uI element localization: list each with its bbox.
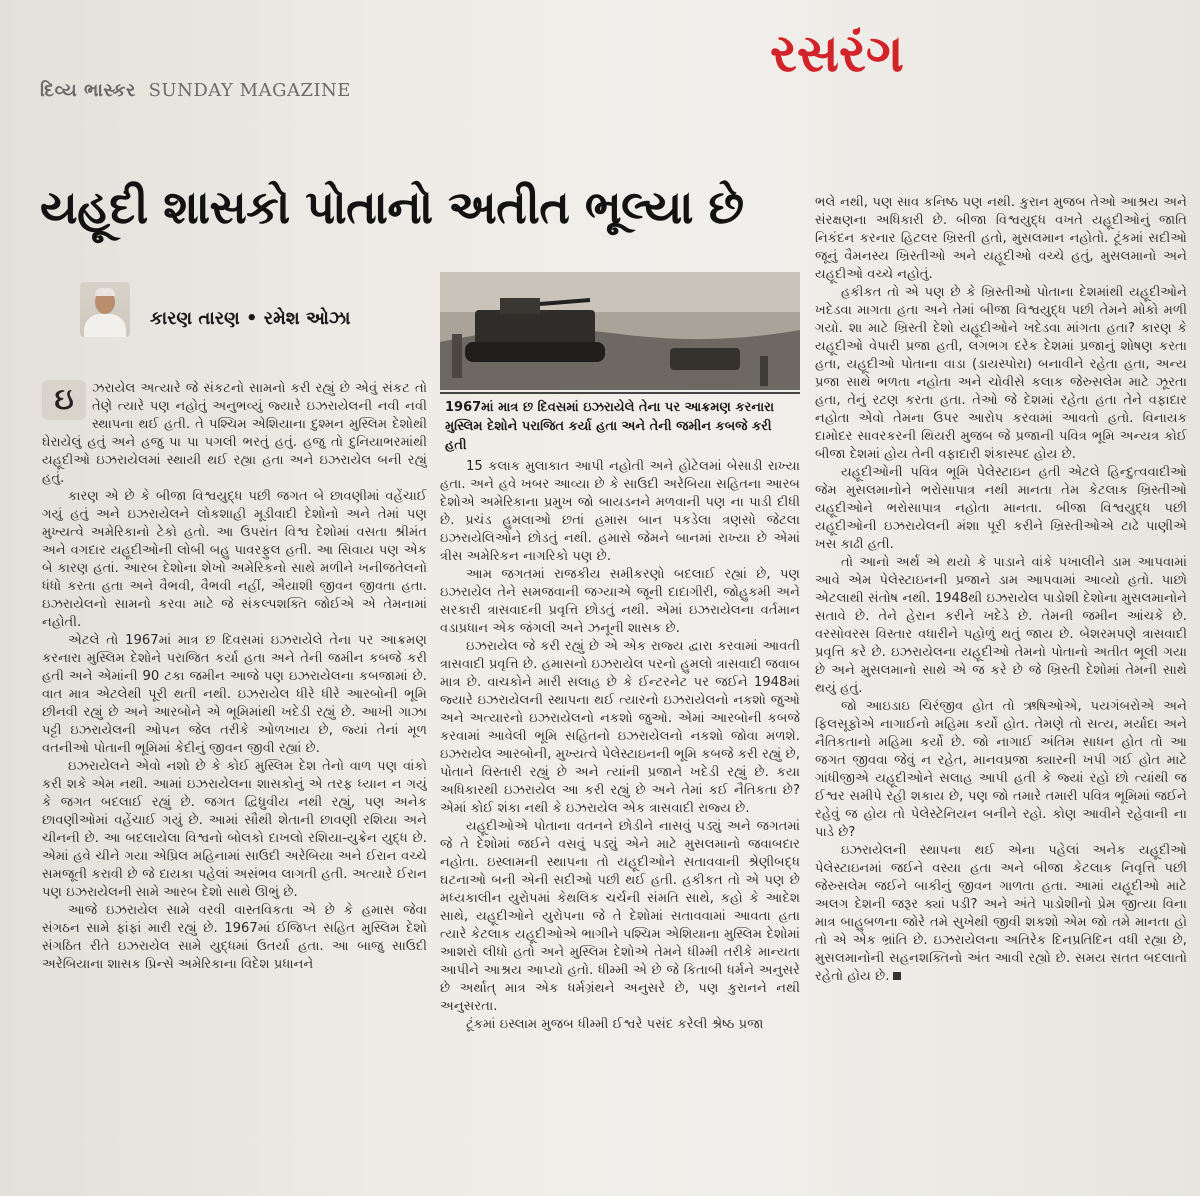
paragraph: 15 કલાક મુલાકાત આપી નહોતી અને હોટેલમાં બેસાડી રાખ્યા હતા. અને હવે ખબર આવ્યા છે કે સાઉદી અરેબિયા સહિતના આરબ દેશોએ અમેરિકાના પ્રમુખ જો બાયડનને મળવાની પણ ના પાડી દીધી છે. પ્રચંડ હુમલાઓ છતાં હમાસ બાન પકડેલા ત્રણસો જેટલા ઇઝરાયેલિઓને છોડતું નથી. હમાસે જેમને બાનમાં રાખ્યા છે એમાં ત્રીસ અમેરિકન નાગરિકો પણ છે.	[440, 459, 800, 564]
paragraph: ટૂંકમાં ઇસ્લામ મુજબ ધીમ્મી ઈશ્વરે પસંદ કરેલી શ્રેષ્ઠ પ્રજા	[466, 1017, 764, 1032]
section-brand: રસરંગ	[770, 24, 904, 84]
news-photo	[440, 272, 800, 390]
byline: કારણ તારણ • રમેશ ઓઝા	[150, 308, 351, 329]
magazine-name: SUNDAY MAGAZINE	[148, 80, 351, 101]
newspaper-logo: દિવ્ય ભાસ્કર	[40, 80, 136, 101]
photo-caption: 1967માં માત્ર છ દિવસમાં ઇઝરાયેલે તેના પર આક્રમણ કરનારા મુસ્લિમ દેશોને પરાજિત કર્યા હતા અને તેની જમીન કબજે કરી હતી	[440, 392, 800, 459]
end-mark-icon	[893, 972, 901, 980]
paragraph: કારણ એ છે કે બીજા વિશ્વયુદ્ધ પછી જગત બે છાવણીમાં વહેંચાઈ ગયું હતું અને ઇઝરાયેલને લોકશાહી મૂડીવાદી દેશોનો અને તેમાં પણ મુખ્યત્વે અમેરિકાનો ટેકો હતો. આ ઉપરાંત વિશ્વ દેશોમાં વસતા શ્રીમંત અને વગદાર યહૂદીઓની લોબી બહુ પાવરફુલ હતી. આ સિવાય પણ એક બે કારણ હતાં. આરબ દેશોના શેખો અમેરિકનો સાથે મળીને ખનીજતેલનો ધંધો કરતા હતા અને વૈભવી, વૈભવી નહીં, ઐયાશી જીવન જીવતા હતા. ઇઝરાયેલનો સામનો કરવા માટે જે સંકલ્પશક્તિ જોઈએ એ તેમનામાં નહોતી.	[42, 489, 427, 630]
paragraph: તો આનો અર્થ એ થયો કે પાડાને વાંકે પખાલીને ડામ આપવામાં આવે એમ પેલેસ્ટાઇનની પ્રજાને ડામ આપવામાં આવ્યો હતો. પાછો એટલાથી સંતોષ નથી. 1948થી ઇઝરાયેલ પાડોશી દેશોના મુસલમાનોને સતાવે છે. તેને હેરાન કરીને ખદેડે છે. તેમની જમીન આંચકે છે. વરસોવરસ વિસ્તાર વધારીને પહોળું થતું જાય છે. બેશરમપણે ત્રાસવાદી પ્રવૃત્તિ કરે છે. ઇઝરાયેલના યહૂદીઓ તેમનો પોતાનો અતીત ભૂલી ગયા છે અને મુસલમાનો સાથે એ જ કરે છે જે ખ્રિસ્તી દેશોમાં તેમની સાથે થયું હતું.	[815, 555, 1187, 696]
paragraph: જો આઇડાઇ ચિરંજીવ હોત તો ઋષિઓએ, પયગંબરોએ અને ફિલસૂફોએ નાગાઈનો મહિમા કર્યો હોત. તેમણે તો સત્ય, મર્યાદા અને નૈતિકતાનો મહિમા કર્યો છે. જો નાગાઈ અંતિમ સાધન હોત તો આ જગત જીવવા જેવું ન રહેત, માનવપ્રજા ક્યારની ખપી ગઈ હોત માટે ગાંધીજીએ યહૂદીઓને સલાહ આપી હતી કે જ્યાં રહો છો ત્યાંથી જ ઈશ્વર સમીપે રહી શકાય છે, પણ જો તમારે તમારી પવિત્ર ભૂમિમાં જઈને રહેવું જ હોય તો પેલેસ્ટેનિયન બનીને રહો. કોણ આવીને રહેવાની ના પાડે છે?	[815, 699, 1187, 840]
author-photo	[80, 282, 130, 337]
paragraph: એટલે તો 1967માં માત્ર છ દિવસમાં ઇઝરાયેલે તેના પર આક્રમણ કરનારા મુસ્લિમ દેશોને પરાજિત કર્યા હતા અને તેની જમીન કબજે કરી હતી અને એમાંની 90 ટકા જમીન આજે પણ ઇઝરાયેલના કબજામાં છે. વાત માત્ર એટલેથી પૂરી થતી નથી. ઇઝરાયેલ ધીરે ધીરે આરબોની ભૂમિ છીનવી રહ્યું છે અને આરબોને એ ભૂમિમાંથી ખદેડી રહ્યું છે. આખી ગાઝા પટ્ટી ઇઝરાયેલની ઓપન જેલ તરીકે ઓળખાય છે, જ્યાં તેનાં મૂળ વતનીઓ પોતાની ભૂમિમાં કેદીનું જીવન જીવી રહ્યાં છે.	[42, 633, 427, 756]
paragraph: હકીકત તો એ પણ છે કે ખ્રિસ્તીઓ પોતાના દેશમાંથી યહૂદીઓને ખદેડવા માગતા હતા અને તેમાં બીજા વિશ્વયુદ્ધ પછી તેમને મોકો મળી ગયો. શા માટે ખ્રિસ્તી દેશો યહૂદીઓને ખદેડવા માંગતા હતા? કારણ કે યહૂદીઓ વેપારી પ્રજા હતી, લગભગ દરેક દેશમાં પ્રજાનું શોષણ કરતા હતા, યહૂદીઓ પોતાના વાડા (ડાયસ્પોરા) બનાવીને રહેતા હતા, અન્ય પ્રજા સાથે ભળતા નહોતા અને ચોવીસે કલાક જેરુસલેમ માટે ઝૂરતા હતા, તેનું રટણ કરતા હતા. તેઓ જે દેશમાં રહેતા હતા તેને વફાદાર નહોતા એવો તેમના ઉપર આરોપ કરવામાં આવતો હતો. વિનાયક દામોદર સાવરકરની થિયરી મુજબ જે પ્રજાની પવિત્ર ભૂમિ અન્યત્ર કોઈ બીજા દેશમાં હોય તેની વફાદારી શંકાસ્પદ હોય છે.	[815, 285, 1187, 462]
paragraph: યહૂદીઓએ પોતાના વતનને છોડીને નાસવું પડ્યું અને જગતમાં જે તે દેશોમાં જઈને વસવું પડ્યું એને માટે મુસલમાનો જવાબદાર નહોતા. ઇસ્લામની સ્થાપના તો યહૂદીઓને સતાવવાની શ્રેણીબદ્ધ ઘટનાઓ બની એની સદીઓ પછી થઈ હતી. હકીકત તો એ પણ છે મધ્યકાલીન યુરોપમાં કેથલિક ચર્ચની સંમતિ સાથે, કહો કે આદેશ સાથે, યહૂદીઓને યુરોપના જે તે દેશોમાં સતાવવામાં આવતા હતા ત્યારે કેટલાક યહૂદીઓએ ભાગીને પશ્ચિમ એશિયાના મુસ્લિમ દેશોમાં આશરો લીધો હતો અને મુસ્લિમ દેશોએ તેમને ધીમ્મી તરીકે માન્યતા આપીને આશ્રય આપ્યો હતો. ધીમ્મી એ છે જે કિતાબી ધર્મને અનુસરે છે અર્થાત્ માત્ર એક ધર્મગ્રંથને અનુસરે છે, પણ કુરાનને નથી અનુસરતા.	[440, 819, 800, 1014]
author-name: રમેશ ઓઝા	[263, 308, 351, 329]
paragraph: ઇઝરાયેલને એવો નશો છે કે કોઈ મુસ્લિમ દેશ તેનો વાળ પણ વાંકો કરી શકે એમ નથી. આમાં ઇઝરાયેલના શાસકોનું એ તરફ ધ્યાન ન ગયું કે જગત બદલાઈ રહ્યું છે. જગત દ્વિધ્રુવીય નથી રહ્યું, પણ અનેક છાવણીઓમાં વહેંચાઈ ગયું છે. આમાં સૌથી શેતાની છાવણી રશિયા અને ચીનની છે. આ બદલાયેલા વિશ્વનો બોલકો દાખલો રશિયા-યુક્રેન યુદ્ધ છે. એમાં હવે ચીને ગયા એપ્રિલ મહિનામાં સાઉદી અરેબિયા અને ઈરાન વચ્ચે સમજૂતી કરાવી છે જે દાયકા પહેલાં અસંભવ લાગતી હતી. અત્યારે ઈરાન પણ ઇઝરાયેલની સામે આરબ દેશો સાથે ઊભું છે.	[42, 759, 427, 900]
paragraph: ભલે નથી, પણ સાવ કનિષ્ઠ પણ નથી. કુરાન મુજબ તેઓ આશ્રય અને સંરક્ષણના અધિકારી છે. બીજા વિશ્વયુદ્ધ વખતે યહૂદીઓનું જાતિ નિકંદન કરનાર હિટલર ખ્રિસ્તી હતો, મુસલમાન નહોતો. ટૂંકમાં સદીઓ જૂનું વૈમનસ્ય ખ્રિસ્તીઓ અને યહૂદીઓ વચ્ચે હતું, મુસલમાનો અને યહૂદીઓ વચ્ચે નહોતું.	[815, 195, 1187, 282]
paragraph: આજે ઇઝરાયેલ સામે વરવી વાસ્તવિકતા એ છે કે હમાસ જેવા સંગઠન સામે ફાંફાં મારી રહ્યું છે. 1967માં ઈજિપ્ત સહિત મુસ્લિમ દેશો સંગઠિત રીતે ઇઝરાયેલ સામે યુદ્ધમાં ઉતર્યા હતા. આ બાજુ સાઉદી અરેબિયાના શાસક પ્રિન્સે અમેરિકાના વિદેશ પ્રધાનને	[42, 903, 427, 972]
column-name: કારણ તારણ	[150, 308, 240, 329]
article-column-2	[440, 458, 800, 1188]
paragraph: આમ જગતમાં રાજકીય સમીકરણો બદલાઈ રહ્યાં છે, પણ ઇઝરાયેલ તેને સમજવાની જગ્યાએ જૂની દાદાગીરી, જોહુકમી અને સરકારી ત્રાસવાદની પ્રવૃત્તિ છોડતું નથી. એમાં ઇઝરાયેલના વર્તમાન વડાપ્રધાન એક જંગલી અને ઝનૂની શાસક છે.	[440, 567, 800, 636]
paragraph: ઇઝરાયેલ જે કરી રહ્યું છે એ એક રાજ્ય દ્વારા કરવામાં આવતી ત્રાસવાદી પ્રવૃત્તિ છે. હમાસનો ઇઝરાયેલ પરનો હુમલો ત્રાસવાદી જવાબ માત્ર છે. વાચકોને મારી સલાહ છે કે ઈન્ટરનેટ પર જઈને 1948માં જ્યારે ઇઝરાયેલની સ્થાપના થઈ ત્યારનો ઇઝરાયેલનો નકશો જુઓ અને અત્યારનો ઇઝરાયેલનો નકશો જુઓ. એમાં આરબોની કબજે કરવામાં આવેલી ભૂમિ સહિતનો ઇઝરાયેલનો નકશો જોવા મળશે. ઇઝરાયેલ આરબોની, મુખ્યત્વે પેલેસ્ટાઇનની ભૂમિ કબજે કરી રહ્યું છે, પોતાને વિસ્તારી રહ્યું છે અને ત્યાંની પ્રજાને ખદેડી રહ્યું છે. કયા અધિકારથી ઇઝરાયેલ આ કરી રહ્યું છે અને તેમાં કઈ નૈતિકતા છે? એમાં કોઈ શંકા નથી કે ઇઝરાયેલ એક ત્રાસવાદી રાજ્ય છે.	[440, 639, 800, 816]
masthead	[40, 80, 380, 101]
paragraph: ઇ ઝરાયેલ અત્યારે જે સંકટનો સામનો કરી રહ્યું છે એવું સંકટ તો તેણે ત્યારે પણ નહોતું અનુભવ્યું જ્યારે ઇઝરાયેલની નવી નવી સ્થાપના થઈ હતી. તે પશ્ચિમ એશિયાના દુશ્મન મુસ્લિમ દેશોથી ઘેરાયેલું હતું અને હજુ પા પા પગલી ભરતું હતું. હજુ તો દુનિયાભરમાંથી યહૂદીઓ ઇઝરાયેલમાં સ્થાયી થઈ રહ્યા હતા અને ઇઝરાયેલ બની રહ્યું હતું.	[42, 381, 427, 486]
paragraph: યહૂદીઓની પવિત્ર ભૂમિ પેલેસ્ટાઇન હતી એટલે હિન્દુત્વવાદીઓ જેમ મુસલમાનોને ભરોસાપાત્ર નથી માનતા તેમ કેટલાક ખ્રિસ્તીઓ યહૂદીઓને ભરોસાપાત્ર નહોતા માનતા. બીજા વિશ્વયુદ્ધ પછી યહૂદીઓની ઇઝરાયેલની મંશા પૂરી કરીને ખ્રિસ્તીઓએ ટાઢે પાણીએ ખસ કાઢી હતી.	[815, 465, 1187, 552]
article-column-3	[815, 194, 1187, 1184]
headline: યહૂદી શાસકો પોતાનો અતીત ભૂલ્યા છે	[40, 180, 744, 234]
drop-cap: ઇ	[42, 380, 86, 420]
article-column-1	[42, 380, 427, 1185]
paragraph: ઇઝરાયેલની સ્થાપના થઈ એના પહેલાં અનેક યહૂદીઓ પેલેસ્ટાઇનમાં જઈને વસ્યા હતા અને બીજા કેટલાક નિવૃત્તિ પછી જેરુસલેમ જઈને બાકીનું જીવન ગાળતા હતા. આમાં યહૂદીઓ માટે અલગ દેશની જરૂર ક્યાં પડી? અને અંતે પાડોશીનો પ્રેમ જીત્યા વિના માત્ર બાહુબળના જોરે તમે સુખેથી જીવી શકશો એમ જો તમે માનતા હો તો એ એક ભ્રાંતિ છે. ઇઝરાયેલના અતિરેક દિનપ્રતિદિન વધી રહ્યા છે, મુસલમાનોની સહનશક્તિનો અંત આવી રહ્યો છે. સમય સતત બદલાતો રહેતો હોય છે.	[815, 843, 1187, 984]
